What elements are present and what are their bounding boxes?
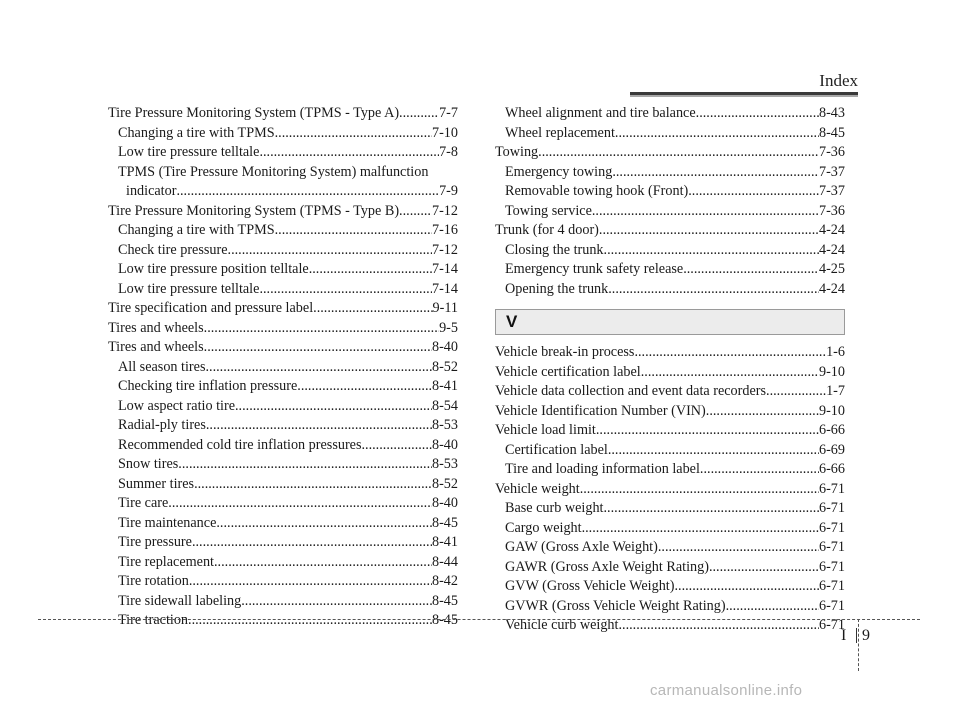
footer-dashed-rule: [38, 619, 920, 620]
dot-leader: [615, 124, 819, 144]
dot-leader: [688, 182, 819, 202]
dot-leader: [612, 163, 819, 183]
index-entry-page: 8-54: [431, 397, 458, 414]
index-entry-text: Tire Pressure Monitoring System (TPMS - Type A): [108, 105, 400, 121]
dot-leader: [259, 143, 439, 163]
index-entry: [108, 572, 458, 592]
index-entry: [495, 124, 845, 144]
index-entry-page: 8-40: [431, 339, 458, 355]
index-entry: [495, 182, 845, 202]
dot-leader: [194, 475, 432, 495]
index-entry-text: GVWR (Gross Vehicle Weight Rating): [505, 597, 726, 614]
index-entry: [108, 299, 458, 319]
index-entry-page: 6-69: [818, 441, 845, 458]
index-entry-text: Recommended cold tire inflation pressures.: [118, 436, 366, 453]
dot-leader: [674, 577, 819, 597]
index-entry-text: Vehicle Identification Number (VIN): [495, 402, 706, 419]
index-entry-page: 8-40: [431, 436, 458, 453]
index-entry: [108, 338, 458, 358]
index-entry-text: Removable towing hook (Front): [505, 183, 689, 199]
index-entry-text: GVW (Gross Vehicle Weight): [505, 578, 675, 594]
index-entry: [495, 538, 845, 558]
index-entry-text: Towing service: [505, 202, 592, 219]
index-entry-page: 8-44: [431, 553, 458, 570]
index-entry-text: Emergency trunk safety release: [505, 261, 684, 277]
dot-leader: [599, 221, 819, 241]
index-entry-page: 7-16: [431, 222, 458, 238]
dot-leader: [188, 611, 432, 631]
index-entry: [495, 460, 845, 480]
index-entry: [495, 577, 845, 597]
index-entry-page: 1-7: [826, 383, 845, 399]
index-entry-page: 8-52: [431, 358, 458, 375]
dot-leader: [538, 143, 819, 163]
index-entry: [108, 260, 458, 280]
dot-leader: [189, 572, 432, 592]
index-entry-text: All season tires: [118, 358, 206, 375]
index-entry: [495, 343, 845, 363]
dot-leader: [168, 494, 432, 514]
index-entry: [495, 163, 845, 183]
dot-leader: [176, 182, 439, 202]
index-entry: [495, 558, 845, 578]
watermark-text: carmanualsonline.info: [650, 682, 803, 699]
dot-leader: [275, 221, 432, 241]
index-entry: [108, 397, 458, 417]
index-entry-page: 8-45: [431, 514, 458, 531]
index-entry: [108, 416, 458, 436]
dot-leader: [683, 260, 819, 280]
index-entry-page: 8-53: [431, 456, 458, 472]
index-entry-text: Trunk (for 4 door): [495, 222, 599, 238]
index-entry: [108, 202, 458, 222]
index-entry-page: 8-52: [431, 475, 458, 492]
index-entry-text: Tire replacement: [118, 553, 214, 570]
index-entry-text: Low tire pressure position telltale: [118, 261, 309, 277]
index-entry-text: Changing a tire with TPMS: [118, 124, 275, 141]
index-entry-page: 4-24: [818, 222, 845, 238]
index-entry-page: 7-37: [818, 183, 845, 199]
index-entry: [495, 480, 845, 500]
dot-leader: [275, 124, 432, 144]
index-entry-text: Opening the trunk: [505, 280, 609, 297]
dot-leader: [766, 382, 826, 402]
index-entry-page: 9-10: [818, 402, 845, 419]
index-entry-text: Tire and loading information label: [505, 461, 700, 477]
index-entry-text: GAWR (Gross Axle Weight Rating): [505, 558, 709, 575]
index-entry: [495, 260, 845, 280]
index-entry-page: 4-25: [818, 261, 845, 277]
index-entry-text: Tire care: [118, 495, 169, 511]
section-header-v: [495, 309, 845, 335]
index-entry-page: 6-71: [818, 558, 845, 575]
index-entry: [495, 382, 845, 402]
dot-leader: [658, 538, 819, 558]
index-entry-text: Snow tires: [118, 456, 179, 472]
index-entry-text: Tire pressure: [118, 534, 192, 550]
dot-leader: [641, 363, 819, 383]
index-entry-page: 7-12: [431, 202, 458, 219]
index-entry-page: 7-9: [439, 183, 458, 199]
index-entry: [495, 421, 845, 441]
index-entry-page: 4-24: [818, 280, 845, 297]
index-entry-page: 6-66: [818, 422, 845, 438]
index-entry-text: Closing the trunk: [505, 241, 604, 258]
dot-leader: [592, 202, 819, 222]
index-entry: [108, 455, 458, 475]
index-entry-text: Tires and wheels: [108, 339, 204, 355]
index-entry-page: 8-45: [431, 592, 458, 609]
dot-leader: [608, 280, 819, 300]
index-entry-page: 6-71: [818, 539, 845, 555]
index-entry-text: Check tire pressure.: [118, 241, 232, 258]
index-entry-text: Vehicle data collection and event data recorders: [495, 383, 767, 399]
index-left-column: [108, 104, 458, 631]
index-entry-page: 9-5: [439, 319, 458, 336]
index-entry: [108, 163, 458, 183]
index-entry-text: Changing a tire with TPMS: [118, 222, 275, 238]
index-entry-page: 8-41: [431, 534, 458, 550]
dot-leader: [604, 241, 819, 261]
index-entry: [108, 319, 458, 339]
dot-leader: [192, 533, 432, 553]
dot-leader: [604, 499, 819, 519]
dot-leader: [205, 358, 432, 378]
index-entry-text: Checking tire inflation pressure: [118, 378, 298, 394]
index-entry: [495, 143, 845, 163]
index-entry-text: Base curb weight: [505, 500, 604, 516]
index-entry-text: Vehicle break-in process: [495, 344, 635, 360]
index-entry-text: Low tire pressure telltale: [118, 144, 260, 160]
dot-leader: [259, 280, 432, 300]
index-entry-page: 6-71: [818, 597, 845, 614]
dot-leader: [700, 460, 819, 480]
index-entry-text: Towing: [495, 144, 539, 160]
index-entry-text: Emergency towing: [505, 163, 613, 180]
dot-leader: [241, 592, 432, 612]
index-entry: [495, 519, 845, 539]
index-entry-text: TPMS (Tire Pressure Monitoring System) malfunction: [118, 163, 429, 180]
index-entry: [495, 104, 845, 124]
index-entry-text: Vehicle certification label: [495, 363, 641, 380]
dot-leader: [634, 343, 826, 363]
index-entry: [108, 553, 458, 573]
index-entry-page: 7-36: [818, 144, 845, 160]
index-entry: [108, 241, 458, 261]
dot-leader: [204, 319, 439, 339]
index-entry: [495, 402, 845, 422]
index-entry-text: Cargo weight: [505, 519, 582, 536]
dot-leader: [399, 202, 432, 222]
index-entry-page: 6-71: [818, 500, 845, 516]
index-entry: [495, 499, 845, 519]
index-entry: [495, 441, 845, 461]
index-right-bottom-list: [495, 343, 845, 636]
index-heading: Index: [819, 71, 858, 90]
section-letter: V: [506, 312, 518, 332]
index-entry: [108, 377, 458, 397]
index-entry-page: 6-71: [818, 519, 845, 536]
index-entry: [108, 358, 458, 378]
index-entry: [495, 280, 845, 300]
index-entry: [108, 475, 458, 495]
index-entry-text: Radial-ply tires: [118, 417, 206, 433]
dot-leader: [231, 241, 432, 261]
index-entry-page: 6-66: [818, 461, 845, 477]
index-entry: [108, 143, 458, 163]
dot-leader: [297, 377, 432, 397]
dot-leader: [365, 436, 432, 456]
index-entry: [108, 104, 458, 124]
index-entry-page: 7-12: [431, 241, 458, 258]
index-right-top-list: [495, 104, 845, 299]
dot-leader: [235, 397, 432, 417]
dot-leader: [582, 519, 819, 539]
index-entry-page: 8-45: [431, 612, 458, 628]
index-entry: [495, 221, 845, 241]
index-entry-page: 8-41: [431, 378, 458, 394]
index-entry-text: Wheel replacement: [505, 124, 615, 141]
index-entry-text: Vehicle weight: [495, 480, 580, 497]
index-entry-text: Tire maintenance: [118, 514, 217, 531]
footer-page-number: 9: [862, 627, 870, 644]
index-entry: [108, 221, 458, 241]
index-entry: [108, 514, 458, 534]
dot-leader: [580, 480, 819, 500]
dot-leader: [178, 455, 432, 475]
index-entry-page: 1-6: [826, 344, 845, 360]
index-entry-page: 9-10: [818, 363, 845, 380]
dot-leader: [313, 299, 432, 319]
dot-leader: [709, 558, 819, 578]
footer-vertical-dashed-rule: [858, 619, 859, 671]
index-entry: [108, 436, 458, 456]
index-entry-page: 7-7: [439, 105, 458, 121]
footer-section-number: I: [841, 627, 847, 644]
index-entry-page: 7-14: [431, 261, 458, 277]
index-entry-text: Tires and wheels: [108, 319, 204, 336]
index-entry: [108, 611, 458, 631]
index-entry-page: 7-37: [818, 163, 845, 180]
index-entry-page: 7-14: [431, 280, 458, 297]
index-entry: [108, 533, 458, 553]
index-entry: [108, 124, 458, 144]
index-entry-page: 7-8: [439, 144, 458, 160]
index-entry-page: 8-45: [818, 124, 845, 141]
footer-divider: [856, 628, 857, 643]
index-entry: [108, 182, 458, 202]
dot-leader: [399, 104, 439, 124]
index-entry-text: Summer tires: [118, 475, 195, 492]
dot-leader: [216, 514, 432, 534]
index-entry-text: Tire Pressure Monitoring System (TPMS - Type B): [108, 202, 400, 219]
index-entry-text: Certification label: [505, 441, 608, 458]
index-entry-page: 8-53: [431, 417, 458, 433]
index-entry-page: 7-36: [818, 202, 845, 219]
dot-leader: [726, 597, 819, 617]
index-entry-text: Low tire pressure telltale: [118, 280, 260, 297]
header-rule-shadow: [630, 95, 858, 97]
index-entry-text: Tire rotation: [118, 573, 189, 589]
index-entry-page: 7-10: [431, 124, 458, 141]
dot-leader: [206, 416, 432, 436]
index-entry-text: GAW (Gross Axle Weight): [505, 539, 658, 555]
index-entry-text: Tire sidewall labeling: [118, 592, 242, 609]
index-entry-text: Low aspect ratio tire: [118, 397, 235, 414]
index-entry: [108, 280, 458, 300]
dot-leader: [204, 338, 432, 358]
index-entry: [495, 241, 845, 261]
dot-leader: [596, 421, 819, 441]
index-entry-page: 8-42: [431, 573, 458, 589]
index-entry-page: 8-43: [818, 105, 845, 121]
index-entry: [495, 597, 845, 617]
index-entry-text: indicator: [126, 183, 177, 199]
dot-leader: [608, 441, 819, 461]
dot-leader: [214, 553, 432, 573]
index-entry-page: 9-11: [432, 300, 458, 316]
index-entry-page: 6-71: [818, 578, 845, 594]
index-entry-page: 6-71: [818, 480, 845, 497]
index-entry-page: 6-71: [818, 617, 845, 633]
index-entry: [495, 202, 845, 222]
index-entry-text: Tire traction: [118, 612, 189, 628]
dot-leader: [696, 104, 819, 124]
dot-leader: [706, 402, 819, 422]
dot-leader: [309, 260, 432, 280]
index-entry-page: 8-40: [431, 495, 458, 511]
index-entry-text: Tire specification and pressure label: [108, 300, 314, 316]
index-right-column: [495, 104, 845, 636]
index-entry: [108, 592, 458, 612]
index-entry-page: 4-24: [818, 241, 845, 258]
index-entry-text: Wheel alignment and tire balance: [505, 105, 696, 121]
index-entry-text: Vehicle curb weight: [505, 617, 619, 633]
index-entry-text: Vehicle load limit: [495, 422, 596, 438]
index-entry: [495, 363, 845, 383]
index-entry: [108, 494, 458, 514]
